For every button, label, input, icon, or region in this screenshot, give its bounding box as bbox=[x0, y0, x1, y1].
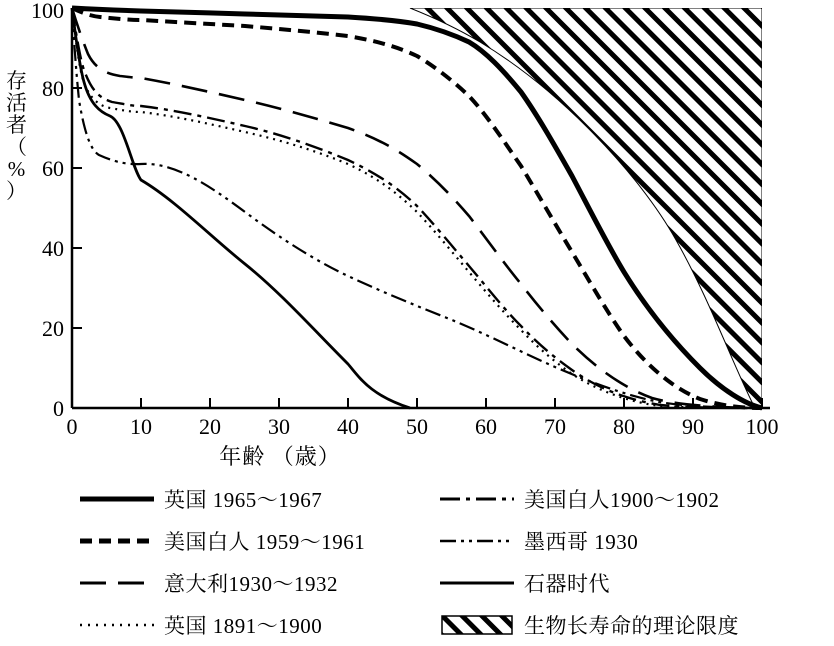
legend-label: 意大利1930～1932 bbox=[164, 572, 338, 596]
y-tick-label: 40 bbox=[42, 236, 64, 261]
y-axis-label-char: ） bbox=[6, 179, 28, 204]
legend-label: 英国 1891～1900 bbox=[164, 614, 323, 638]
chart-legend bbox=[78, 478, 818, 646]
legend-swatch-solid-thin bbox=[438, 573, 516, 593]
y-axis-label-char: 存 bbox=[6, 69, 28, 93]
x-tick-label: 60 bbox=[475, 414, 497, 439]
legend-item-us-white-1959-1961 bbox=[78, 526, 438, 556]
y-axis-label-char: （ bbox=[6, 135, 28, 160]
y-tick-label: 100 bbox=[31, 0, 64, 23]
legend-row bbox=[78, 478, 818, 520]
legend-label: 生物长寿命的理论限度 bbox=[524, 614, 739, 638]
legend-swatch-dashed-thick bbox=[78, 531, 156, 551]
legend-row bbox=[78, 520, 818, 562]
x-tick-label: 80 bbox=[613, 414, 635, 439]
y-axis-label-char: 者 bbox=[6, 113, 28, 138]
legend-item-theoretical-limit bbox=[438, 610, 818, 640]
legend-swatch-hatch bbox=[438, 615, 516, 635]
legend-label: 美国白人1900～1902 bbox=[524, 488, 720, 512]
legend-label: 英国 1965～1967 bbox=[164, 488, 323, 512]
legend-item-uk-1965-1967 bbox=[78, 484, 438, 514]
y-axis-label bbox=[2, 70, 32, 202]
y-tick-label: 60 bbox=[42, 156, 64, 181]
legend-label: 墨西哥 1930 bbox=[524, 530, 639, 554]
x-tick-label: 70 bbox=[544, 414, 566, 439]
x-tick-label: 100 bbox=[745, 414, 779, 439]
legend-label: 石器时代 bbox=[524, 572, 610, 596]
legend-item-italy-1930-1932 bbox=[78, 568, 438, 598]
legend-item-mexico-1930 bbox=[438, 526, 818, 556]
legend-swatch-solid-thick bbox=[78, 489, 156, 509]
legend-swatch-dash-dot bbox=[438, 489, 516, 509]
y-tick-label: 0 bbox=[53, 396, 64, 421]
y-axis-label-char: % bbox=[7, 157, 27, 182]
legend-row bbox=[78, 562, 818, 604]
x-tick-label: 30 bbox=[268, 414, 290, 439]
y-tick-label: 20 bbox=[42, 316, 64, 341]
legend-label: 美国白人 1959～1961 bbox=[164, 530, 366, 554]
legend-item-uk-1891-1900 bbox=[78, 610, 438, 640]
legend-item-stone-age bbox=[438, 568, 818, 598]
x-tick-label: 20 bbox=[199, 414, 221, 439]
y-tick-labels bbox=[31, 0, 64, 421]
y-tick-label: 80 bbox=[42, 76, 64, 101]
legend-item-us-white-1900-1902 bbox=[438, 484, 818, 514]
x-tick-labels bbox=[67, 414, 779, 439]
legend-swatch-dash-dot-dot bbox=[438, 531, 516, 551]
legend-swatch-long-dash bbox=[78, 573, 156, 593]
x-tick-label: 40 bbox=[337, 414, 359, 439]
x-tick-label: 90 bbox=[682, 414, 704, 439]
x-tick-label: 0 bbox=[66, 414, 78, 439]
x-tick-label: 50 bbox=[406, 414, 428, 439]
y-axis-label-char: 活 bbox=[6, 91, 28, 116]
x-axis-label: 年齢 （歳） bbox=[219, 444, 341, 469]
legend-row bbox=[78, 604, 818, 646]
x-tick-label: 10 bbox=[130, 414, 152, 439]
legend-swatch-dotted bbox=[78, 615, 156, 635]
